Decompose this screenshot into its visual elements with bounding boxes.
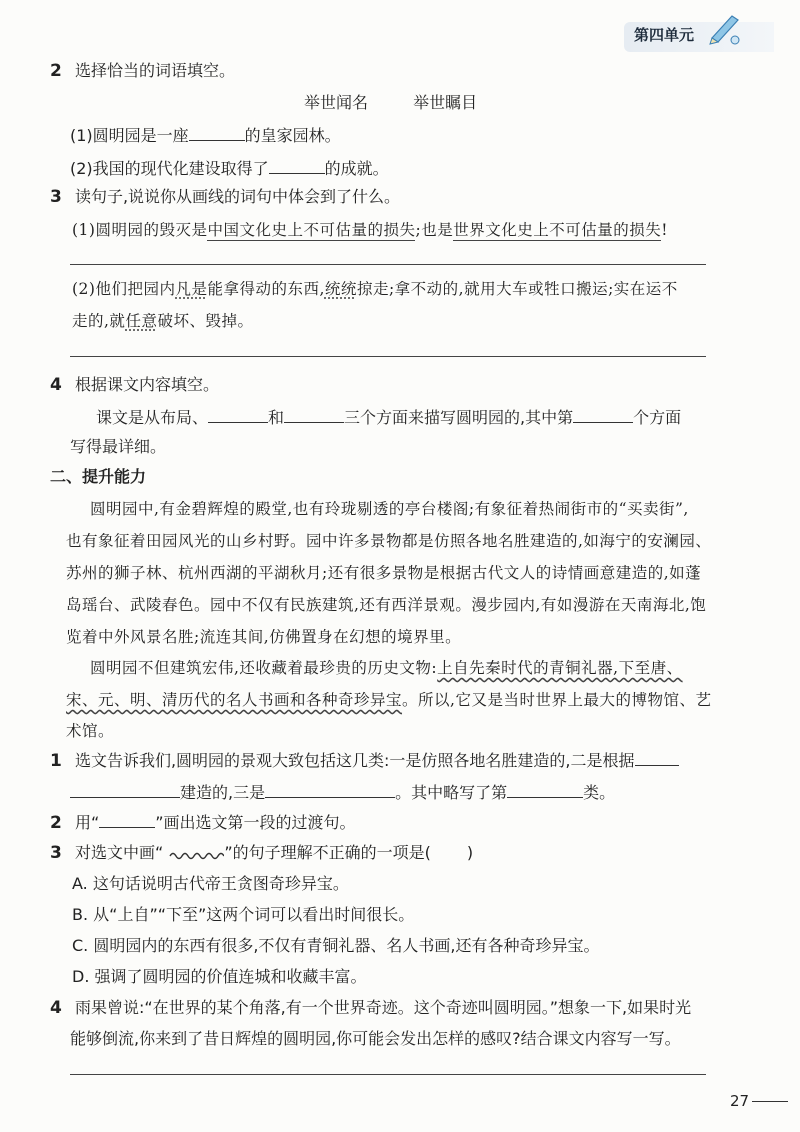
- r3-option-b[interactable]: B. 从“上自”“下至”这两个词可以看出时间很长。: [72, 905, 415, 924]
- r2-underline-sample: [99, 811, 155, 828]
- q4-title: 根据课文内容填空。: [74, 375, 219, 394]
- passage-p2-l1: [90, 656, 683, 678]
- q3-s1-text-b: ;也是: [415, 221, 454, 239]
- q4-text-c: 三个方面来描写圆明园的,其中第: [344, 408, 574, 427]
- q2-s2-text-a: (2)我国的现代化建设取得了: [70, 159, 269, 178]
- q3-s2-text-c: 掠走;拿不动的,就用大车或牲口搬运;实在运不: [356, 280, 678, 298]
- q2-title: 选择恰当的词语填空。: [74, 61, 235, 80]
- r3-text-c: ): [466, 843, 474, 862]
- q3-sentence-2-line-2: [72, 310, 253, 332]
- q4-number: 4: [50, 375, 62, 395]
- passage-p2-l3: 术馆。: [66, 722, 115, 740]
- q3-s2-text-d: 走的,就: [72, 312, 126, 330]
- q2-heading: [50, 60, 235, 82]
- q3-s2-text-e: 破坏、毁掉。: [157, 312, 254, 330]
- r2-number: 2: [50, 813, 62, 833]
- r3-number: 3: [50, 843, 62, 863]
- passage-p1-l1: 圆明园中,有金碧辉煌的殿堂,也有玲珑剔透的亭台楼阁;有象征着热闹街市的“买卖街”,: [90, 500, 689, 518]
- r3-option-d[interactable]: D. 强调了圆明园的价值连城和收藏丰富。: [72, 967, 367, 986]
- r3-text-a: 对选文中画“: [74, 843, 164, 862]
- q3-s2-underlined-1: 凡是: [175, 280, 208, 298]
- q3-s2-text-b: 能拿得动的东西,: [207, 280, 325, 298]
- q3-s2-underlined-2: 统统: [324, 280, 357, 298]
- q4-line-2: [70, 436, 166, 458]
- q4-text-b: 和: [268, 408, 285, 427]
- r3-line: [50, 842, 473, 864]
- passage-p1-l3: 苏州的狮子林、杭州西湖的平湖秋月;还有很多景物是根据古代文人的诗情画意建造的,如蓬: [66, 564, 702, 582]
- r3-wavy-sample: [168, 848, 224, 862]
- r2-line: [50, 811, 356, 834]
- q2-s2-blank[interactable]: [269, 157, 325, 174]
- r4-number: 4: [50, 998, 62, 1018]
- r4-line-1: [50, 997, 691, 1019]
- q2-s1-text-b: 的皇家园林。: [244, 126, 341, 145]
- r3-text-b: ”的句子理解不正确的一项是(: [224, 843, 431, 862]
- q2-number: 2: [50, 61, 62, 81]
- r1-text-c: 。其中略写了第: [395, 783, 508, 802]
- r2-text-a: 用“: [74, 813, 100, 832]
- r1-blank-1b[interactable]: [70, 781, 180, 798]
- section-2-title: [50, 466, 146, 488]
- q3-s2-text-a: (2)他们把园内: [72, 280, 176, 298]
- passage-p1-l4: 岛瑶台、武陵春色。园中不仅有民族建筑,还有西洋景观。漫步园内,有如漫游在天南海北,饱: [66, 596, 707, 614]
- word-option-1: 举世闻名: [304, 93, 369, 112]
- r1-text-b: 建造的,三是: [180, 783, 266, 802]
- page-number: 27: [730, 1092, 750, 1110]
- q3-heading: [50, 186, 400, 208]
- passage-p2-l2: [66, 688, 711, 710]
- r4-answer-line[interactable]: [70, 1074, 706, 1075]
- r1-text-a: 选文告诉我们,圆明园的景观大致包括这几类:一是仿照各地名胜建造的,二是根据: [74, 751, 635, 770]
- passage-p2-text-b: 。所以,它又是当时世界上最大的博物馆、艺: [402, 691, 712, 709]
- q4-line-1: [96, 406, 681, 429]
- q4-text-d: 个方面: [633, 408, 682, 427]
- passage-p2-wavy-2: 宋、元、明、清历代的名人书画和各种奇珍异宝: [66, 691, 403, 709]
- q3-answer-line-1[interactable]: [70, 264, 706, 265]
- q4-blank-2[interactable]: [284, 406, 344, 423]
- q3-s2-underlined-3: 任意: [125, 312, 158, 330]
- q4-text-a: 课文是从布局、: [96, 408, 209, 427]
- q3-number: 3: [50, 187, 62, 207]
- q4-blank-1[interactable]: [208, 406, 268, 423]
- r1-blank-1[interactable]: [635, 749, 679, 766]
- q3-answer-line-2[interactable]: [70, 356, 706, 357]
- r1-line-2: [70, 781, 615, 804]
- q4-heading: [50, 374, 219, 396]
- r3-option-a[interactable]: A. 这句话说明古代帝王贪图奇珍异宝。: [72, 874, 349, 893]
- q3-s1-text-c: !: [661, 221, 668, 239]
- page-number-dash: [752, 1101, 788, 1102]
- q2-s1-text-a: (1)圆明园是一座: [70, 126, 189, 145]
- r3-option-c[interactable]: C. 圆明园内的东西有很多,不仅有青铜礼器、名人书画,还有各种奇珍异宝。: [72, 936, 600, 955]
- r4-text-a: 雨果曾说:“在世界的某个角落,有一个世界奇迹。这个奇迹叫圆明园。”想象一下,如果时光: [74, 998, 692, 1017]
- r4-line-2: 能够倒流,你来到了昔日辉煌的圆明园,你可能会发出怎样的感叹?结合课文内容写一写。: [70, 1029, 681, 1048]
- q3-title: 读句子,说说你从画线的词句中体会到了什么。: [74, 187, 401, 206]
- passage-p1-l2: 也有象征着田园风光的山乡村野。园中许多景物都是仿照各地名胜建造的,如海宁的安澜园、: [66, 532, 712, 550]
- r1-text-d: 类。: [583, 783, 616, 802]
- q2-words: [304, 92, 477, 114]
- q4-blank-3[interactable]: [573, 406, 633, 423]
- passage-p2-text-a: 圆明园不但建筑宏伟,还收藏着最珍贵的历史文物:: [90, 659, 438, 677]
- q2-sentence-2: [70, 157, 389, 180]
- r2-text-b: ”画出选文第一段的过渡句。: [155, 813, 356, 832]
- q3-sentence-2-line-1: [72, 278, 678, 300]
- q2-s2-text-b: 的成就。: [324, 159, 389, 178]
- q3-s1-text-a: (1)圆明园的毁灭是: [72, 221, 208, 239]
- q4-text-e: 写得最详细。: [70, 437, 167, 456]
- unit-title: 第四单元: [634, 26, 695, 44]
- q2-sentence-1: [70, 124, 341, 147]
- q2-s1-blank[interactable]: [189, 124, 245, 141]
- q3-s1-underlined-2: 世界文化史上不可估量的损失: [453, 221, 662, 239]
- passage-p1-l5: 览着中外风景名胜;流连其间,仿佛置身在幻想的境界里。: [66, 628, 462, 646]
- q3-sentence-1: [72, 219, 668, 241]
- section-2-title-text: 二、提升能力: [50, 467, 147, 486]
- passage-p2-wavy-1: 上自先秦时代的青铜礼器,下至唐、: [437, 659, 683, 677]
- r1-blank-3[interactable]: [507, 781, 583, 798]
- r1-blank-2[interactable]: [265, 781, 395, 798]
- word-option-2: 举世瞩目: [413, 93, 478, 112]
- q3-s1-underlined-1: 中国文化史上不可估量的损失: [207, 221, 416, 239]
- r1-line-1: [50, 749, 679, 772]
- r1-number: 1: [50, 751, 62, 771]
- pen-icon: [704, 8, 744, 48]
